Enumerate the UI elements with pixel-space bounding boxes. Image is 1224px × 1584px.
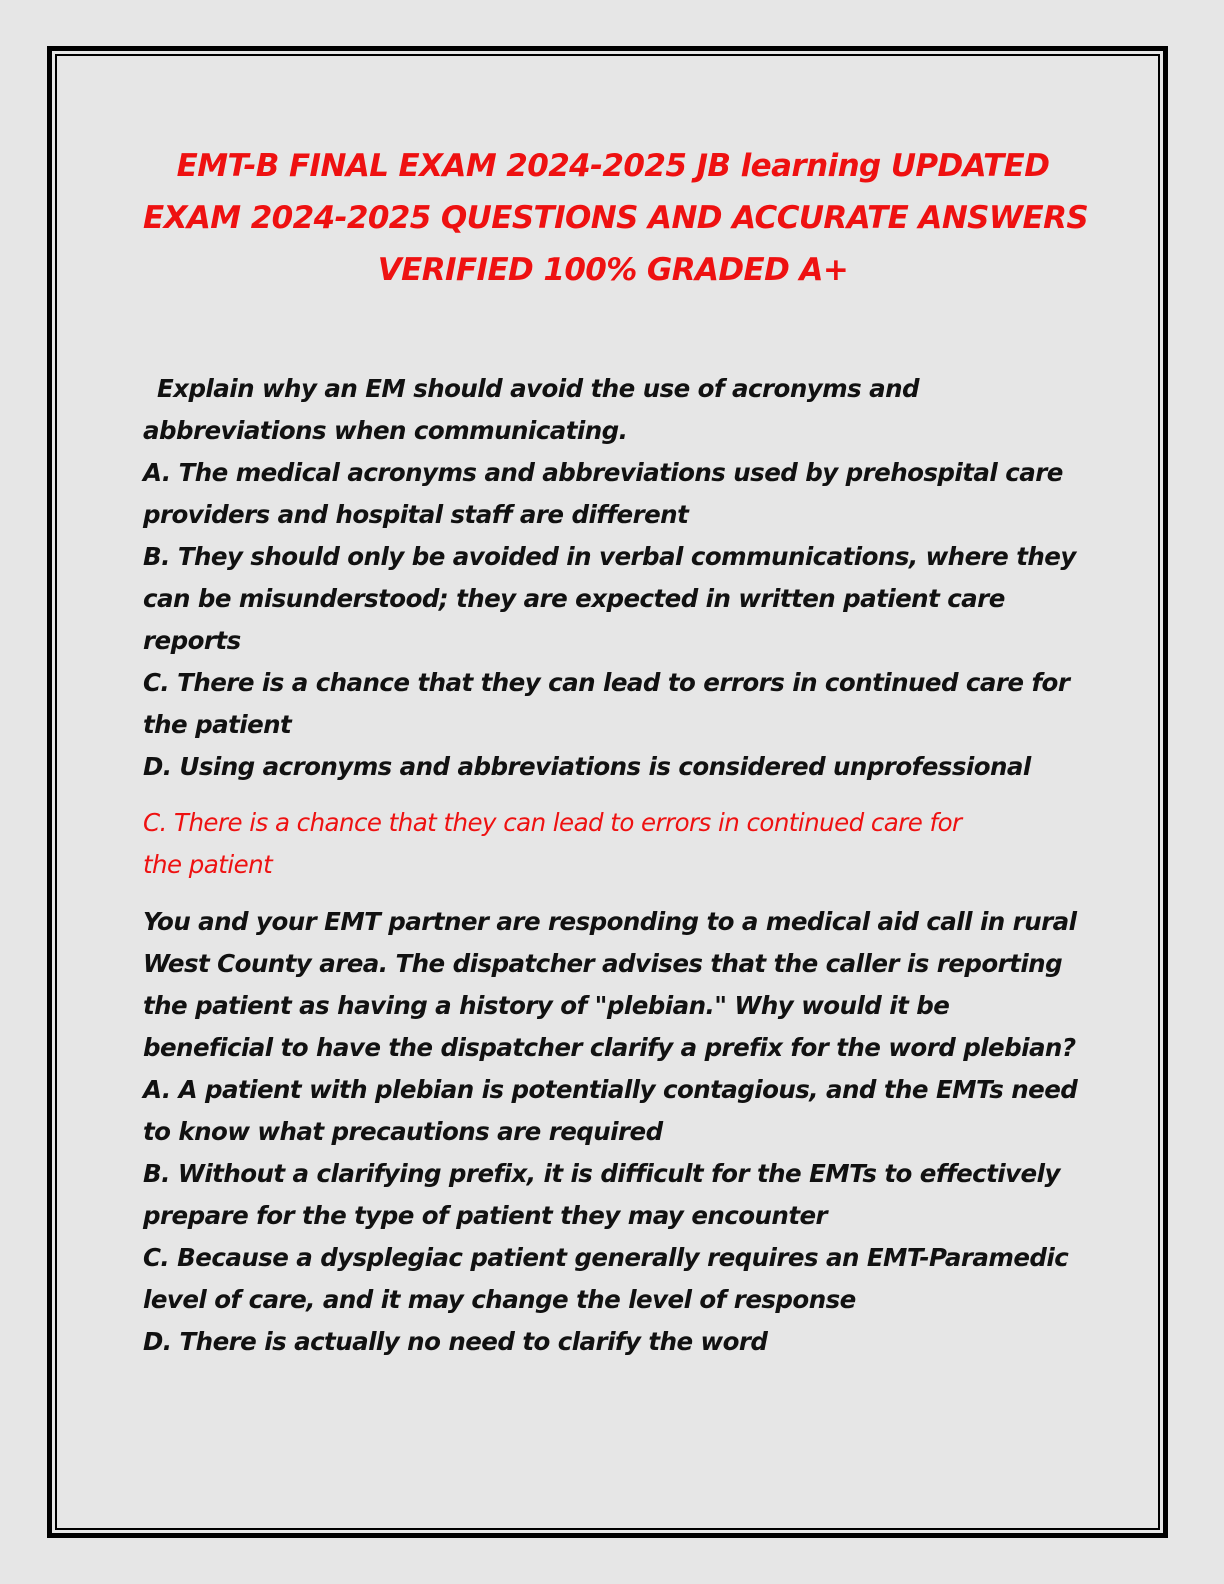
document-title [143, 140, 1089, 296]
option-a-line: A. A patient with plebian is potentially contagious, and the EMTs need [143, 1075, 1078, 1104]
title-line: EXAM 2024-2025 QUESTIONS AND ACCURATE ANSWERS [143, 200, 1089, 236]
answer-text-line: C. There is a chance that they can lead to errors in continued care for [143, 808, 962, 837]
answer-text-line: the patient [143, 850, 273, 879]
option-a-line: providers and hospital staff are different [143, 500, 689, 529]
question-text-line: West County area. The dispatcher advises that the caller is reporting [143, 949, 1063, 978]
document-content [143, 140, 1089, 1363]
question-text-line: abbreviations when communicating. [143, 416, 628, 445]
option-b-line: B. They should only be avoided in verbal communications, where they [143, 542, 1076, 571]
question-text-line: the patient as having a history of "plebian." Why would it be [143, 991, 950, 1020]
option-d-line: D. There is actually no need to clarify the word [143, 1327, 768, 1356]
question-text-line: Explain why an EM should avoid the use of acronyms and [157, 374, 919, 403]
option-a-line: to know what precautions are required [143, 1117, 663, 1146]
option-c-line: the patient [143, 710, 292, 739]
option-c-line: level of care, and it may change the level of response [143, 1285, 856, 1314]
option-b-line: reports [143, 626, 241, 655]
question-2 [143, 901, 1083, 1363]
question-text-line: beneficial to have the dispatcher clarify a prefix for the word plebian? [143, 1033, 1076, 1062]
option-b-line: B. Without a clarifying prefix, it is difficult for the EMTs to effectively [143, 1159, 1060, 1188]
title-line: VERIFIED 100% GRADED A+ [377, 252, 849, 288]
question-text-line: You and your EMT partner are responding to a medical aid call in rural [143, 907, 1077, 936]
option-b-line: prepare for the type of patient they may encounter [143, 1201, 828, 1230]
option-a-line: A. The medical acronyms and abbreviations used by prehospital care [143, 458, 1063, 487]
option-d-line: D. Using acronyms and abbreviations is considered unprofessional [143, 752, 1031, 781]
option-b-line: can be misunderstood; they are expected in written patient care [143, 584, 1005, 613]
option-c-line: C. Because a dysplegiac patient generally requires an EMT-Paramedic [143, 1243, 1069, 1272]
option-c-line: C. There is a chance that they can lead to errors in continued care for [143, 668, 1070, 697]
title-line: EMT-B FINAL EXAM 2024-2025 JB learning UPDATED [176, 148, 1050, 184]
question-1 [143, 368, 1083, 788]
answer-1 [143, 802, 1083, 886]
